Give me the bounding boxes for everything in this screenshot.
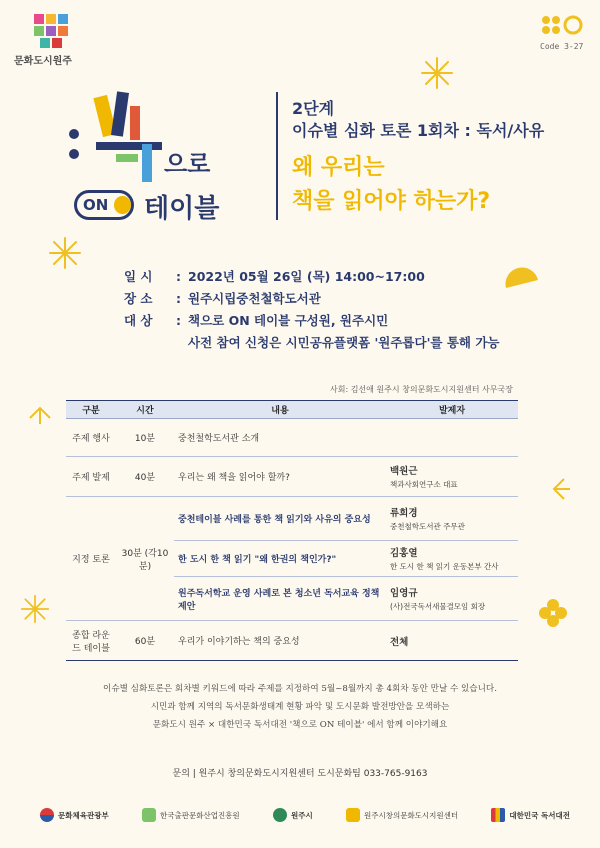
- sparkle-icon: [420, 56, 454, 90]
- program-description: [40, 680, 560, 734]
- program-table: [66, 400, 518, 661]
- city-icon: [273, 808, 287, 822]
- row-category: 주제 발제: [66, 457, 116, 497]
- event-date: 2022년 05월 26일 (목) 14:00~17:00: [188, 269, 425, 284]
- contact-info: 문의 | 원주시 창의문화도시지원센터 도시문화팀 033-765-9163: [172, 769, 428, 779]
- row-content: 원주독서학교 운영 사례로 본 청소년 독서교육 정책 제안: [174, 577, 386, 621]
- row-category: 종합 라운드 테이블: [66, 621, 116, 661]
- stage-label: 2단계: [292, 99, 335, 118]
- info-key: 장 소: [124, 291, 153, 306]
- taegeuk-icon: [40, 808, 54, 822]
- city-logo-icon: [22, 12, 78, 52]
- info-key: 일 시: [124, 269, 153, 284]
- description-line: 이슈별 심화토론은 회차별 키워드에 따라 주제를 지정하여 5월~8월까지 총 4회차 동안 만날 수 있습니다.: [103, 684, 497, 694]
- table-row: [66, 457, 518, 497]
- city-logo-text: 문화도시원주: [14, 56, 72, 67]
- toggle-dot-icon: [114, 196, 131, 214]
- event-target: 책으로 ON 테이블 구성원, 원주시민: [188, 313, 389, 328]
- row-content: 중천테이블 사례를 통한 책 읽기와 사유의 중요성: [174, 497, 386, 541]
- table-header: 발제자: [386, 401, 518, 419]
- row-category: 지정 토론: [66, 497, 116, 621]
- sponsor-logo: 문화체육관광부: [40, 808, 109, 822]
- row-content: 우리는 왜 책을 읽어야 할까?: [174, 457, 386, 497]
- row-time: 60분: [116, 621, 174, 661]
- table-row: [66, 621, 518, 661]
- center-icon: [346, 808, 360, 822]
- sparkle-icon: [20, 594, 50, 624]
- row-presenter: [386, 419, 518, 457]
- row-time: 30분 (각10분): [116, 497, 174, 621]
- row-presenter: 김홍열 한 도시 한 책 읽기 운동본부 간사: [386, 541, 518, 577]
- headline: 책을 읽어야 하는가?: [292, 189, 491, 214]
- table-header: 시간: [116, 401, 174, 419]
- sponsor-logo: 한국출판문화산업진흥원: [142, 808, 240, 822]
- book-fair-icon: [491, 808, 505, 822]
- sponsor-logo: 원주시창의문화도시지원센터: [346, 808, 458, 822]
- row-presenter: 백원근 책과사회연구소 대표: [386, 457, 518, 497]
- title-divider: [276, 92, 278, 220]
- row-content: 우리가 이야기하는 책의 중요성: [174, 621, 386, 661]
- event-info: 일 시 : 2022년 05월 26일 (목) 14:00~17:00 장 소 : 원주시립중천철학도서관 대 상 : 책으로 ON 테이블 구성원, 원주시민 사전 참여 신청은 시민공유플랫폼 '원주롭다'를 통해 가능: [124, 266, 544, 354]
- sponsor-logos: [40, 808, 570, 822]
- on-badge: [74, 190, 134, 220]
- row-presenter: 류희경 중천철학도서관 주무관: [386, 497, 518, 541]
- arrow-left-icon: [548, 476, 570, 502]
- on-label: ON: [83, 196, 109, 214]
- row-time: 10분: [116, 419, 174, 457]
- table-header: 구분: [66, 401, 116, 419]
- description-line: 시민과 함께 지역의 독서문화생태계 현황 파악 및 도시문화 발전방안을 모색하는: [150, 702, 450, 712]
- event-target-note: 사전 참여 신청은 시민공유플랫폼 '원주롭다'를 통해 가능: [188, 335, 500, 350]
- event-place: 원주시립중천철학도서관: [188, 291, 321, 306]
- event-title-logo: [60, 82, 260, 232]
- row-time: 40분: [116, 457, 174, 497]
- publisher-icon: [142, 808, 156, 822]
- headline: 왜 우리는: [292, 155, 385, 180]
- row-content: 중천철학도서관 소개: [174, 419, 386, 457]
- row-presenter: 전체: [386, 621, 518, 661]
- table-row: [66, 419, 518, 457]
- code-label: Code 3-27: [540, 42, 584, 51]
- session-label: 이슈별 심화 토론 1회차 : 독서/사유: [292, 121, 545, 140]
- host-note: 사회: 김선애 원주시 창의문화도시지원센터 사무국장: [330, 385, 513, 394]
- row-content: 한 도시 한 책 읽기 "왜 한권의 책인가?": [174, 541, 386, 577]
- sparkle-icon: [48, 236, 82, 270]
- description-line: 문화도시 원주 × 대한민국 독서대전 '책으로 ON 테이블' 에서 함께 이야기해요: [152, 720, 448, 730]
- code-mark-icon: [540, 14, 584, 36]
- table-row: [66, 497, 518, 541]
- arrow-up-icon: [28, 404, 52, 424]
- row-presenter: 임영규 (사)전국독서새물결모임 회장: [386, 577, 518, 621]
- title-table: 테이블: [144, 194, 220, 224]
- table-header: 내용: [174, 401, 386, 419]
- info-key: 대 상: [124, 313, 153, 328]
- sponsor-logo: 원주시: [273, 808, 313, 822]
- title-with: 으로: [164, 150, 211, 178]
- flower-icon: [538, 598, 568, 628]
- sponsor-logo: 대한민국 독서대전: [491, 808, 570, 822]
- row-category: 주제 행사: [66, 419, 116, 457]
